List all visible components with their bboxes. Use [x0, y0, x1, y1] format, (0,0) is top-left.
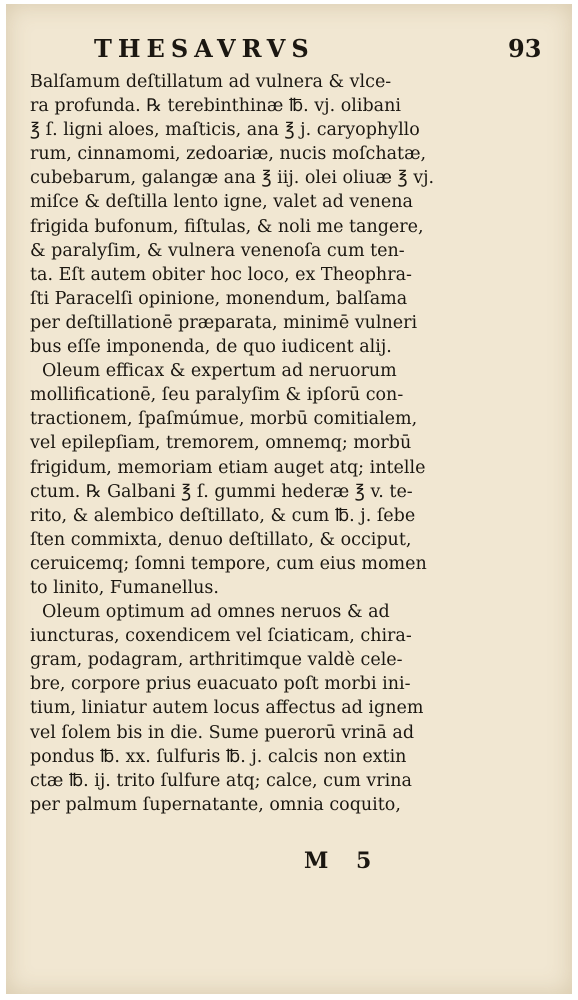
signature-mark: M 5 [304, 848, 382, 874]
text-line: iuncturas, coxendicem vel ſciaticam, chira- [30, 626, 412, 647]
text-line: & paralyſim, & vulnera venenoſa cum ten- [30, 240, 405, 261]
text-line: vel epilepſiam, tremorem, omnemq; morbū [30, 433, 412, 454]
text-line: miſce & deſtilla lento igne, valet ad venena [30, 192, 413, 213]
text-line: to linito, Fumanellus. [30, 577, 219, 598]
text-line: ctæ ℔. ij. trito ſulfure atq; calce, cum vrina [30, 770, 412, 791]
text-line: tium, liniatur autem locus affectus ad ignem [30, 698, 424, 719]
page-header [6, 34, 572, 68]
text-line: frigida bufonum, fiſtulas, & noli me tangere, [30, 216, 424, 237]
text-line: ſten commixta, denuo deſtillato, & occiput, [30, 529, 412, 550]
text-line: rito, & alembico deſtillato, & cum ℔. j. ſebe [30, 505, 416, 526]
page-number: 93 [508, 34, 542, 63]
book-page [6, 4, 572, 994]
text-line: tractionem, ſpaſmúmue, morbū comitialem, [30, 409, 418, 430]
text-line: cubebarum, galangæ ana ℥ iij. olei oliuæ ℥ vj. [30, 168, 435, 189]
text-line: bre, corpore prius euacuato poſt morbi ini- [30, 674, 411, 695]
text-line: rum, cinnamomi, zedoariæ, nucis moſchatæ, [30, 144, 427, 165]
paragraph-start-line: Oleum efficax & expertum ad neruorum [42, 361, 397, 382]
text-line: Balſamum deſtillatum ad vulnera & vlce- [30, 72, 392, 92]
paragraph-start-line: Oleum optimum ad omnes neruos & ad [42, 602, 390, 623]
text-line: ctum. ℞ Galbani ℥ ſ. gummi hederæ ℥ v. te- [30, 481, 413, 502]
text-line: frigidum, memoriam etiam auget atq; intelle [30, 457, 426, 478]
text-line: ceruicemq; ſomni tempore, cum eius momen [30, 553, 427, 574]
text-line: vel ſolem bis in die. Sume puerorū vrinā ad [30, 722, 415, 743]
running-head: THESAVRVS [94, 34, 315, 63]
text-line: gram, podagram, arthritimque valdè cele- [30, 650, 403, 671]
text-line: per palmum ſupernatante, omnia coquito, [30, 794, 401, 815]
text-line: ℥ ſ. ligni aloes, maſticis, ana ℥ j. caryophyllo [30, 120, 420, 141]
body-text [30, 70, 560, 817]
text-line: ſti Paracelſi opinione, monendum, balſama [30, 288, 408, 309]
text-line: mollificationē, ſeu paralyſim & ipſorū con- [30, 385, 404, 406]
text-line: ra profunda. ℞ terebinthinæ ℔. vj. olibani [30, 96, 401, 117]
text-line: per deſtillationē præparata, minimē vulneri [30, 312, 418, 333]
text-line: pondus ℔. xx. ſulfuris ℔. j. calcis non extin [30, 746, 407, 767]
text-line: bus eſſe imponenda, de quo iudicent alij. [30, 337, 392, 358]
text-line: ta. Eſt autem obiter hoc loco, ex Theophra- [30, 264, 412, 285]
